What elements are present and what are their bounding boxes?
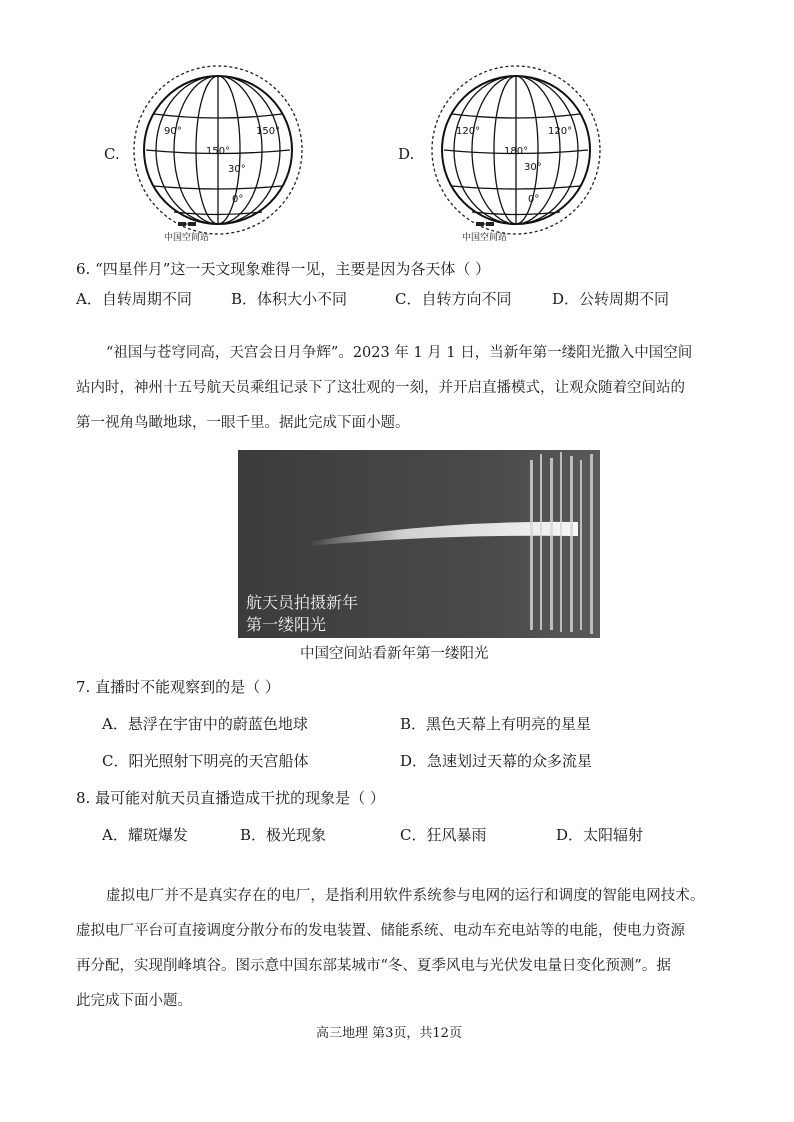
q6-option-b: B．体积大小不同: [231, 290, 348, 308]
q7-option-d: D．急速划过天幕的众多流星: [400, 752, 593, 770]
station-label: 中国空间站: [164, 233, 210, 243]
passage-2-line-2: 虚拟电厂平台可直接调度分散分布的发电装置、储能系统、电动车充电站等的电能，使电力资源: [76, 923, 685, 939]
space-station-photo: [238, 450, 600, 638]
label-lat-0: 0°: [232, 194, 244, 205]
space-station-icon: [178, 222, 196, 226]
label-lon-center: 180°: [504, 146, 529, 157]
passage-1-line-2: 站内时，神州十五号航天员乘组记录下了这壮观的一刻，并开启直播模式，让观众随着空间站的: [76, 380, 685, 396]
q7-option-a: A．悬浮在宇宙中的蔚蓝色地球: [102, 715, 308, 733]
page-footer: 高三地理 第3页，共12页: [316, 1026, 462, 1041]
option-c-letter: C.: [104, 145, 120, 163]
q7-option-b: B．黑色天幕上有明亮的星星: [400, 715, 592, 733]
passage-2-line-1: 虚拟电厂并不是真实存在的电厂，是指利用软件系统参与电网的运行和调度的智能电网技术。: [106, 888, 705, 904]
q8-option-a: A．耀斑爆发: [102, 826, 188, 844]
space-station-icon: [476, 222, 494, 226]
q7-option-c: C．阳光照射下明亮的天宫船体: [102, 752, 309, 770]
q6-option-a: A．自转周期不同: [76, 290, 192, 308]
q8-option-d: D．太阳辐射: [556, 826, 644, 844]
globe-figure-d: [428, 62, 608, 247]
photo-caption-line-2: 第一缕阳光: [246, 615, 327, 634]
globe-figure-c: [130, 62, 310, 247]
q8-option-c: C．狂风暴雨: [400, 826, 487, 844]
passage-1-line-1: “祖国与苍穹同高，天宫会日月争辉”。2023 年 1 月 1 日，当新年第一缕阳光撒入中国空间: [106, 345, 693, 361]
question-8-stem: 8. 最可能对航天员直播造成干扰的现象是（ ）: [76, 789, 385, 807]
q8-option-b: B．极光现象: [240, 826, 327, 844]
passage-1-line-3: 第一视角鸟瞰地球，一眼千里。据此完成下面小题。: [76, 415, 410, 431]
label-lon-right: 120°: [548, 126, 573, 137]
photo-caption-line-1: 航天员拍摄新年: [246, 593, 359, 612]
label-lat-30: 30°: [524, 162, 542, 173]
q6-option-c: C．自转方向不同: [395, 290, 512, 308]
passage-2-line-4: 此完成下面小题。: [76, 993, 192, 1009]
figure-caption: 中国空间站看新年第一缕阳光: [300, 646, 489, 662]
label-lon-left: 90°: [164, 126, 182, 137]
question-7-stem: 7. 直播时不能观察到的是（ ）: [76, 678, 280, 696]
question-6-stem: 6. “四星伴月”这一天文现象难得一见，主要是因为各天体（ ）: [76, 260, 491, 278]
label-lat-30: 30°: [228, 164, 246, 175]
q6-option-d: D．公转周期不同: [552, 290, 670, 308]
label-lon-center: 150°: [206, 146, 231, 157]
passage-2-line-3: 再分配，实现削峰填谷。图示意中国东部某城市“冬、夏季风电与光伏发电量日变化预测”。据: [76, 958, 671, 974]
label-lon-right: 150°: [256, 126, 281, 137]
label-lat-0: 0°: [528, 194, 540, 205]
option-d-letter: D.: [398, 145, 415, 163]
station-label: 中国空间站: [462, 233, 508, 243]
label-lon-left: 120°: [456, 126, 481, 137]
